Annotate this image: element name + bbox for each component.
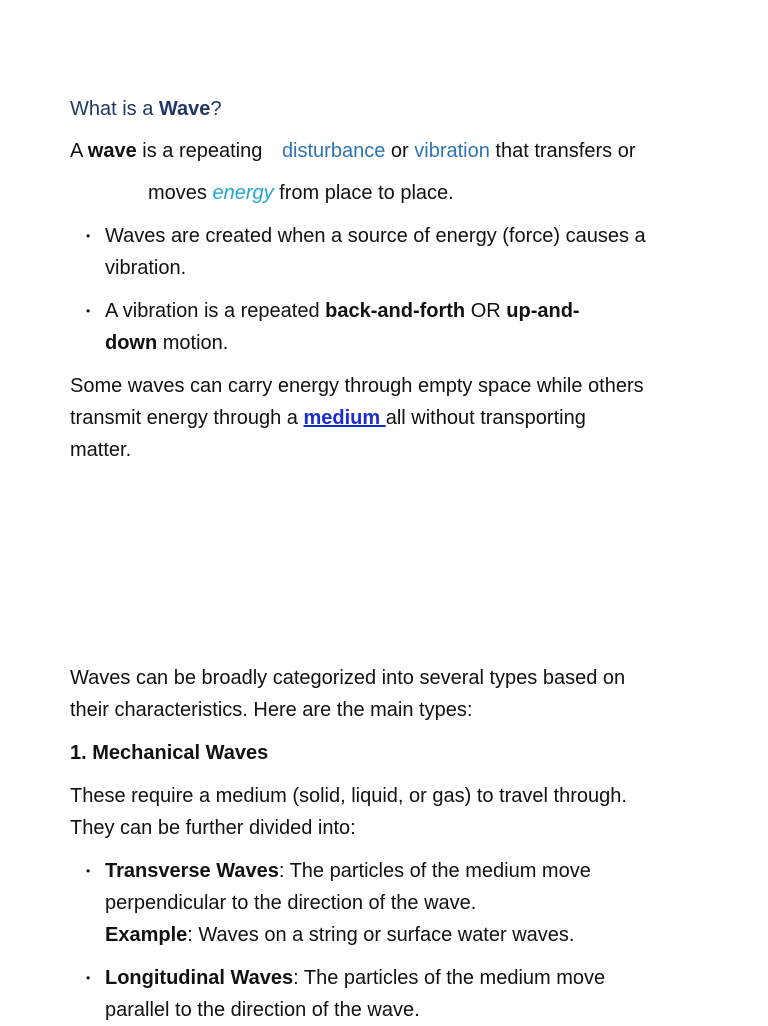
list-item-line — [105, 962, 705, 994]
list-item-text: : Waves on a string or surface water waves. — [187, 924, 575, 946]
title-bold: Wave — [158, 98, 211, 120]
paragraph-line: These require a medium (solid, liquid, or gas) to travel through. — [70, 785, 627, 807]
definition-text: or — [385, 140, 415, 162]
list-item-line: vibration. — [105, 257, 187, 279]
paragraph-line — [70, 402, 700, 434]
list-item — [105, 220, 705, 284]
paragraph-line: matter. — [70, 439, 132, 461]
list-item-bold: back-and-forth — [325, 300, 466, 322]
list-item — [105, 295, 705, 359]
definition-text: is a repeating — [136, 140, 268, 162]
definition-text: moves — [148, 182, 213, 204]
medium-link[interactable]: medium — [303, 407, 386, 429]
paragraph-text: all without transporting — [385, 407, 586, 429]
paragraph-line: their characteristics. Here are the main types: — [70, 699, 473, 721]
list-item — [105, 855, 705, 951]
mechanical-heading: 1. Mechanical Waves — [70, 742, 269, 764]
definition-line-1 — [70, 135, 700, 167]
list-item-text: : The particles of the medium move — [278, 860, 591, 882]
list-item-line — [105, 295, 705, 327]
title-prefix: What is a — [70, 98, 159, 120]
list-item-bold: Transverse Waves — [105, 860, 279, 882]
definition-text: A — [70, 140, 88, 162]
bullet-marker: • — [86, 971, 91, 985]
definition-wave: wave — [87, 140, 137, 162]
list-item — [105, 962, 705, 1026]
paragraph-line: Waves can be broadly categorized into several types based on — [70, 667, 626, 689]
paragraph-text: transmit energy through a — [70, 407, 304, 429]
list-item-bold: Example — [105, 924, 188, 946]
definition-energy: energy — [212, 182, 274, 204]
definition-disturbance: disturbance — [281, 140, 386, 162]
definition-vibration: vibration — [414, 140, 490, 162]
list-item-bold: down — [105, 332, 158, 354]
list-item-text: : The particles of the medium move — [293, 967, 606, 989]
list-item-line — [105, 919, 705, 951]
bullet-marker: • — [86, 229, 91, 243]
list-item-bold: Longitudinal Waves — [105, 967, 294, 989]
bullet-marker: • — [86, 864, 91, 878]
list-item-line: Waves are created when a source of energy (force) causes a — [105, 225, 646, 247]
bullet-marker: • — [86, 304, 91, 318]
paragraph-line: Some waves can carry energy through empty space while others — [70, 375, 644, 397]
list-item-text: motion. — [157, 332, 229, 354]
list-item-text: OR — [465, 300, 507, 322]
mechanical-paragraph — [70, 780, 700, 844]
list-item-bold: up-and- — [506, 300, 580, 322]
definition-text: that transfers or — [489, 140, 636, 162]
definition-text: from place to place. — [273, 182, 454, 204]
list-item-text: A vibration is a repeated — [105, 300, 326, 322]
list-item-line: parallel to the direction of the wave. — [105, 999, 420, 1021]
medium-paragraph — [70, 370, 700, 466]
list-item-line — [105, 855, 705, 887]
definition-line-2 — [148, 177, 768, 209]
title-suffix: ? — [210, 98, 222, 120]
list-item-line — [105, 327, 705, 359]
paragraph-line: They can be further divided into: — [70, 817, 356, 839]
list-item-line: perpendicular to the direction of the wave. — [105, 892, 477, 914]
page-title — [70, 93, 700, 125]
types-intro-paragraph — [70, 662, 700, 726]
